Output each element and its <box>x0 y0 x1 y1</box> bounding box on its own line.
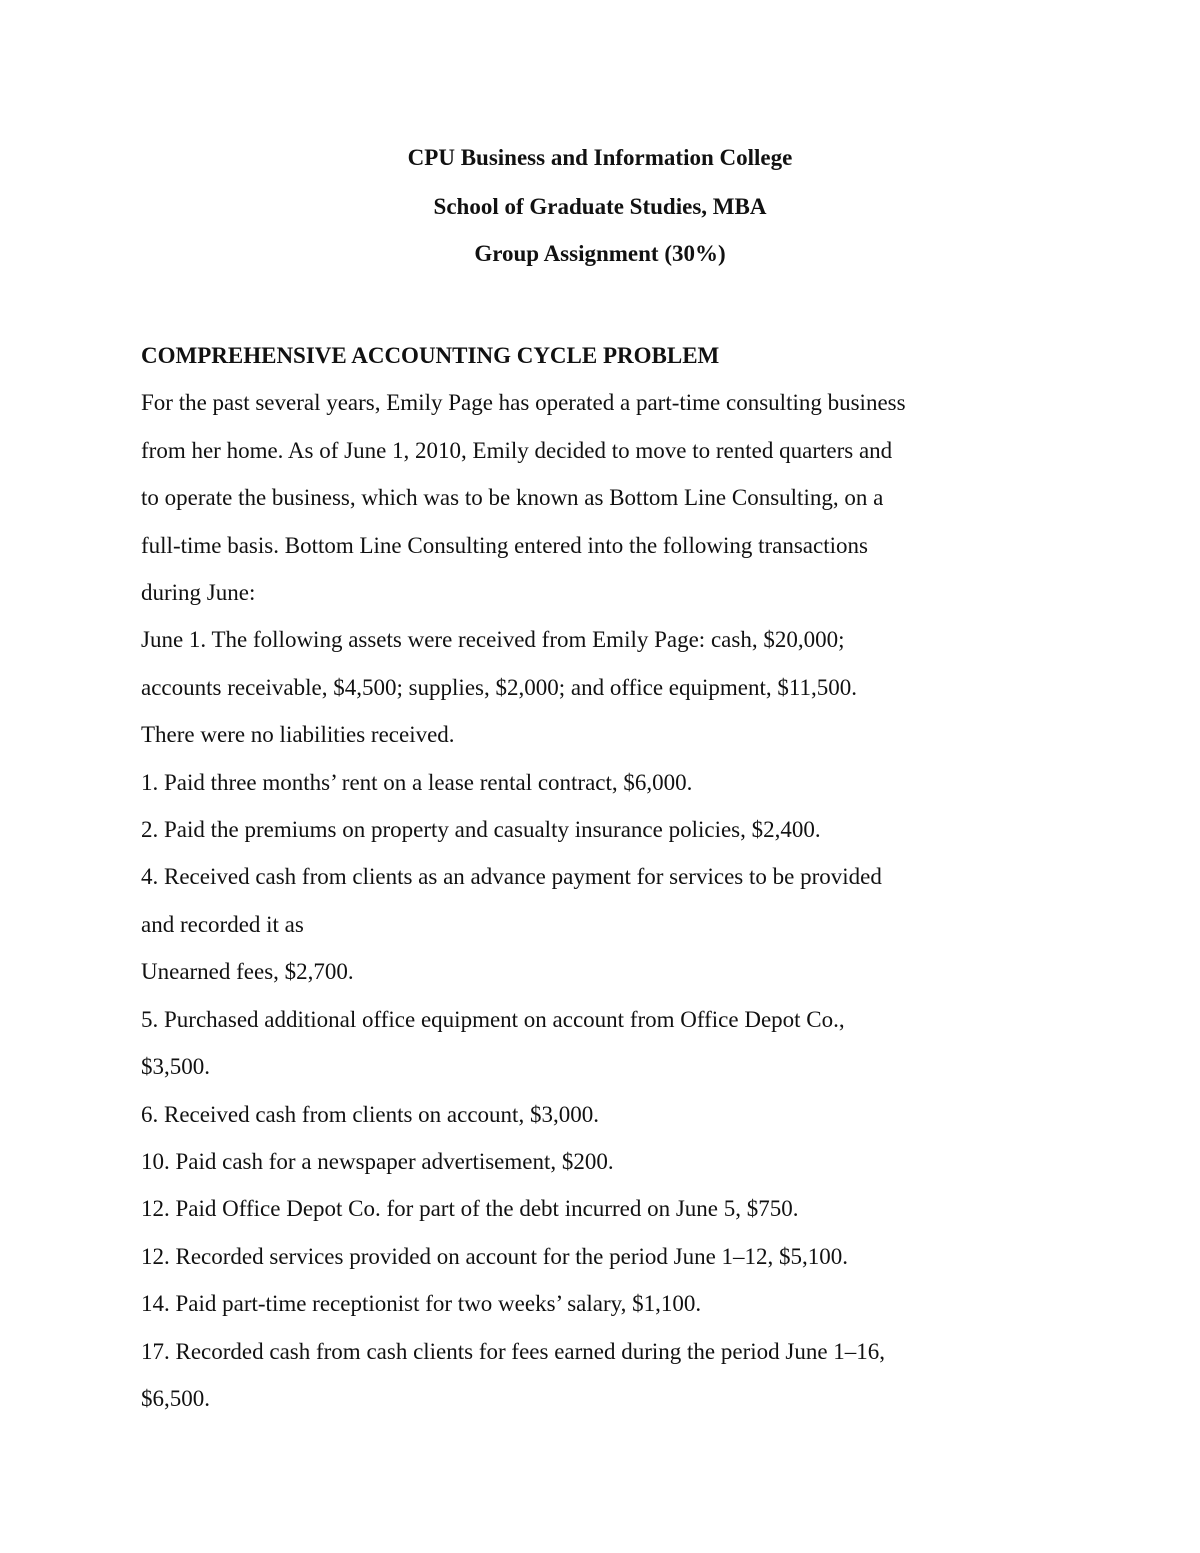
intro-line: to operate the business, which was to be known as Bottom Line Consulting, on a <box>141 485 884 511</box>
intro-line: full-time basis. Bottom Line Consulting entered into the following transactions <box>141 532 868 558</box>
college-name: CPU Business and Information College <box>407 145 793 170</box>
transaction-line: 2. Paid the premiums on property and casualty insurance policies, $2,400. <box>141 817 821 843</box>
section-title: COMPREHENSIVE ACCOUNTING CYCLE PROBLEM <box>141 343 720 368</box>
transaction-line: 4. Received cash from clients as an advance payment for services to be provided <box>141 864 882 890</box>
school-name: School of Graduate Studies, MBA <box>433 194 767 219</box>
transaction-line: accounts receivable, $4,500; supplies, $2,000; and office equipment, $11,500. <box>141 674 858 700</box>
transaction-line: June 1. The following assets were received from Emily Page: cash, $20,000; <box>141 627 845 653</box>
transaction-line: 17. Recorded cash from cash clients for fees earned during the period June 1–16, <box>141 1338 886 1364</box>
problem-body <box>141 332 1071 1422</box>
transaction-line: 6. Received cash from clients on account, $3,000. <box>141 1101 599 1127</box>
transaction-line: 14. Paid part-time receptionist for two weeks’ salary, $1,100. <box>141 1291 702 1317</box>
transaction-line: 12. Paid Office Depot Co. for part of the debt incurred on June 5, $750. <box>141 1196 799 1222</box>
transaction-line: There were no liabilities received. <box>141 722 455 748</box>
transaction-line: 10. Paid cash for a newspaper advertisement, $200. <box>141 1148 614 1174</box>
transaction-line: $6,500. <box>141 1385 210 1411</box>
intro-line: For the past several years, Emily Page has operated a part-time consulting business <box>141 390 906 416</box>
transaction-line: 1. Paid three months’ rent on a lease rental contract, $6,000. <box>141 769 693 795</box>
transaction-line: $3,500. <box>141 1054 210 1080</box>
transaction-line: Unearned fees, $2,700. <box>141 959 354 985</box>
transaction-line: 12. Recorded services provided on account for the period June 1–12, $5,100. <box>141 1243 849 1269</box>
transaction-line: and recorded it as <box>141 911 304 937</box>
intro-line: during June: <box>141 580 256 606</box>
intro-line: from her home. As of June 1, 2010, Emily decided to move to rented quarters and <box>141 437 893 463</box>
transaction-line: 5. Purchased additional office equipment on account from Office Depot Co., <box>141 1006 845 1032</box>
assignment-title: Group Assignment (30%) <box>474 241 726 266</box>
